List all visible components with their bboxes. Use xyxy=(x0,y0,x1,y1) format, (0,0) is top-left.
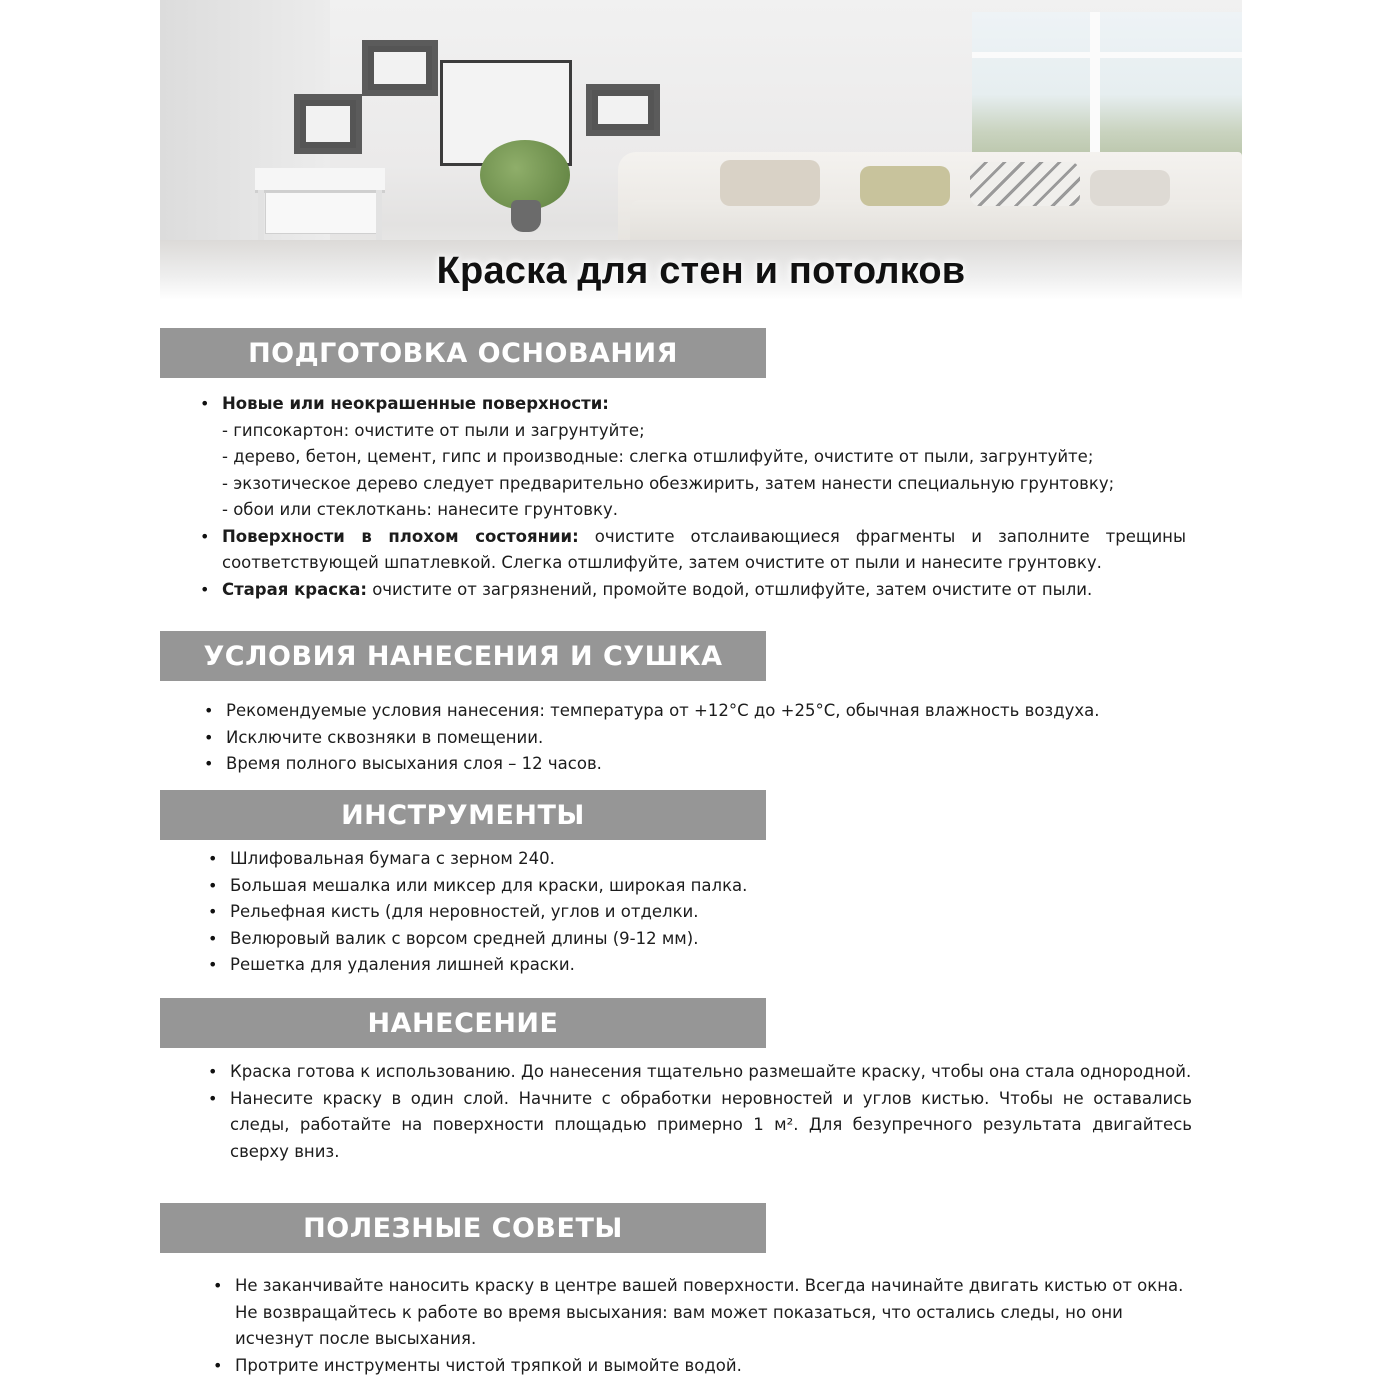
list-item-text: очистите отслаивающиеся фрагменты и заполните трещины соответствующей шпатлевкой. Слегка отшлифуйте, затем очистите от пыли и нанесите грунтовку. xyxy=(222,526,1186,572)
list-item: • Протрите инструменты чистой тряпкой и вымойте водой. xyxy=(209,1353,1189,1380)
conditions-list xyxy=(200,698,1190,778)
list-item: • Велюровый валик с ворсом средней длины (9-12 мм). xyxy=(204,926,1194,953)
list-item: • Исключите сквозняки в помещении. xyxy=(200,725,1190,752)
room-window xyxy=(972,12,1242,162)
list-subitem: - обои или стеклоткань: нанесите грунтовку. xyxy=(222,500,618,519)
list-item: • Шлифовальная бумага с зерном 240. xyxy=(204,846,1194,873)
wall-frame xyxy=(586,84,660,136)
list-subitem: - гипсокартон: очистите от пыли и загрунтуйте; xyxy=(222,420,645,440)
section-heading-prep: ПОДГОТОВКА ОСНОВАНИЯ xyxy=(160,328,766,378)
page-title: Краска для стен и потолков xyxy=(436,250,966,292)
list-item: • Не заканчивайте наносить краску в центре вашей поверхности. Всегда начинайте двигать кистью от окна. Не возвращайтесь к работе во время высыхания: вам может показаться, что остались следы, но они исчезнут после высыхания. xyxy=(209,1273,1189,1353)
list-item: • Время полного высыхания слоя – 12 часов. xyxy=(200,751,1190,778)
side-table xyxy=(255,168,385,193)
list-item: • Рельефная кисть (для неровностей, углов и отделки. xyxy=(204,899,1194,926)
list-item xyxy=(196,524,1186,577)
section-heading-tips: ПОЛЕЗНЫЕ СОВЕТЫ xyxy=(160,1203,766,1253)
pillow xyxy=(1090,170,1170,206)
tools-list xyxy=(204,846,1194,979)
plant-pot xyxy=(511,200,541,232)
list-item: • Решетка для удаления лишней краски. xyxy=(204,952,1194,979)
list-item: • Рекомендуемые условия нанесения: температура от +12°С до +25°С, обычная влажность воздуха. xyxy=(200,698,1190,725)
list-item: • Большая мешалка или миксер для краски, широкая палка. xyxy=(204,873,1194,900)
list-item xyxy=(196,391,1186,524)
list-item-bold: Старая краска: xyxy=(222,579,367,599)
table-drawer xyxy=(265,192,377,234)
tips-list xyxy=(209,1273,1189,1379)
pillow xyxy=(970,162,1080,206)
list-item-bold: Поверхности в плохом состоянии: xyxy=(222,526,579,546)
wall-frame xyxy=(294,94,362,154)
wall-frame xyxy=(362,40,438,96)
section-heading-tools: ИНСТРУМЕНТЫ xyxy=(160,790,766,840)
prep-list xyxy=(196,391,1186,603)
section-heading-application: НАНЕСЕНИЕ xyxy=(160,998,766,1048)
list-item xyxy=(196,577,1186,604)
pillow xyxy=(860,166,950,206)
section-heading-conditions: УСЛОВИЯ НАНЕСЕНИЯ И СУШКА xyxy=(160,631,766,681)
list-item-bold: Новые или неокрашенные поверхности: xyxy=(222,394,609,413)
list-item-text: очистите от загрязнений, промойте водой, отшлифуйте, затем очистите от пыли. xyxy=(366,579,1093,599)
list-subitem: - экзотическое дерево следует предварительно обезжирить, затем нанести специальную грунтовку; xyxy=(222,473,1115,493)
pillow xyxy=(720,160,820,206)
list-subitem: - дерево, бетон, цемент, гипс и производные: слегка отшлифуйте, очистите от пыли, загрунтуйте; xyxy=(222,447,1094,466)
application-list xyxy=(204,1059,1192,1165)
list-item: • Краска готова к использованию. До нанесения тщательно размешайте краску, чтобы она стала однородной. xyxy=(204,1059,1192,1086)
list-item: • Нанесите краску в один слой. Начните с обработки неровностей и углов кистью. Чтобы не оставались следы, работайте на поверхности площадью примерно 1 м². Для безупречного результата двигайтесь сверху вниз. xyxy=(204,1086,1192,1166)
